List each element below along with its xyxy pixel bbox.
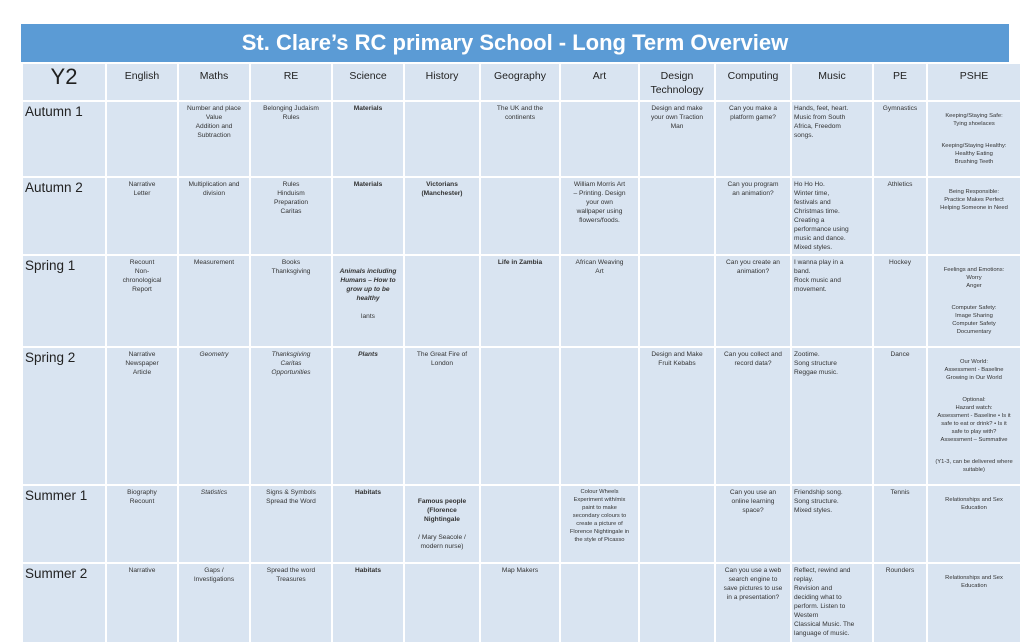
science-cell: Habitats: [333, 564, 403, 642]
art-cell: Colour Wheels Experiment with/mix paint to make secondary colours to create a picture of Florence Nightingale in the style of Picasso: [561, 486, 638, 562]
re-cell: Spread the word Treasures: [251, 564, 331, 642]
pshe-text: Computer Safety: Image Sharing Computer Safety Documentary: [951, 305, 997, 335]
history-cell: [405, 102, 479, 176]
geography-cell: [481, 348, 559, 484]
dt-cell: [640, 256, 714, 346]
music-cell: Reflect, rewind and replay. Revision and deciding what to perform. Listen to Western Classical Music. The language of music.: [792, 564, 872, 642]
re-cell: Thanksgiving Caritas Opportunities: [251, 348, 331, 484]
re-cell: Signs & Symbols Spread the Word: [251, 486, 331, 562]
history-text: Famous people (Florence Nightingale: [417, 498, 467, 523]
term-label: Autumn 1: [23, 102, 105, 176]
science-cell: [333, 256, 403, 346]
science-cell: Materials: [333, 102, 403, 176]
history-cell: [405, 486, 479, 562]
table-row: [23, 178, 1020, 254]
dt-cell: Design and make your own Traction Man: [640, 102, 714, 176]
english-cell: Narrative: [107, 564, 177, 642]
pshe-cell: [928, 348, 1020, 484]
geography-cell: Life in Zambia: [481, 256, 559, 346]
pshe-text: Keeping/Staying Healthy: Healthy Eating Brushing Teeth: [941, 143, 1007, 165]
term-label: Spring 1: [23, 256, 105, 346]
pshe-cell: [928, 486, 1020, 562]
pshe-text: Our World: Assessment - Baseline Growing in Our World: [944, 359, 1004, 381]
history-text: / Mary Seacole / modern nurse): [418, 534, 466, 550]
subject-header: Art: [561, 64, 638, 100]
re-cell: Rules Hinduism Preparation Caritas: [251, 178, 331, 254]
art-cell: [561, 348, 638, 484]
pe-cell: Hockey: [874, 256, 926, 346]
dt-cell: [640, 486, 714, 562]
history-cell: Victorians (Manchester): [405, 178, 479, 254]
subject-header: Music: [792, 64, 872, 100]
pshe-text: Feelings and Emotions: Worry Anger: [943, 267, 1005, 289]
art-cell: [561, 102, 638, 176]
table-row: [23, 348, 1020, 484]
art-cell: William Morris Art – Printing. Design your own wallpaper using flowers/foods.: [561, 178, 638, 254]
science-cell: Habitats: [333, 486, 403, 562]
term-label: Spring 2: [23, 348, 105, 484]
science-text: Animals including Humans – How to grow up to be healthy: [339, 268, 397, 302]
art-cell: African Weaving Art: [561, 256, 638, 346]
computing-cell: Can you collect and record data?: [716, 348, 790, 484]
pe-cell: Rounders: [874, 564, 926, 642]
dt-cell: Design and Make Fruit Kebabs: [640, 348, 714, 484]
pshe-text: Relationships and Sex Education: [945, 575, 1003, 589]
geography-cell: The UK and the continents: [481, 102, 559, 176]
geography-cell: Map Makers: [481, 564, 559, 642]
music-cell: Zootime. Song structure Reggae music.: [792, 348, 872, 484]
re-cell: Books Thanksgiving: [251, 256, 331, 346]
pe-cell: Athletics: [874, 178, 926, 254]
term-label: Summer 2: [23, 564, 105, 642]
science-cell: Plants: [333, 348, 403, 484]
pshe-cell: [928, 178, 1020, 254]
music-cell: Hands, feet, heart. Music from South Africa, Freedom songs.: [792, 102, 872, 176]
year-label: Y2: [23, 64, 105, 100]
science-cell: Materials: [333, 178, 403, 254]
maths-cell: Statistics: [179, 486, 249, 562]
english-cell: Narrative Newspaper Article: [107, 348, 177, 484]
term-label: Autumn 2: [23, 178, 105, 254]
computing-cell: Can you use a web search engine to save pictures to use in a presentation?: [716, 564, 790, 642]
subject-header: RE: [251, 64, 331, 100]
music-cell: I wanna play in a band. Rock music and movement.: [792, 256, 872, 346]
maths-cell: Gaps / Investigations: [179, 564, 249, 642]
pshe-cell: [928, 256, 1020, 346]
maths-cell: Measurement: [179, 256, 249, 346]
pshe-cell: [928, 102, 1020, 176]
table-row: [23, 486, 1020, 562]
header-row: [23, 64, 1020, 100]
geography-cell: [481, 486, 559, 562]
pe-cell: Gymnastics: [874, 102, 926, 176]
computing-cell: Can you make a platform game?: [716, 102, 790, 176]
subject-header: Computing: [716, 64, 790, 100]
history-cell: The Great Fire of London: [405, 348, 479, 484]
computing-cell: Can you use an online learning space?: [716, 486, 790, 562]
english-cell: Biography Recount: [107, 486, 177, 562]
subject-header: Design Technology: [640, 64, 714, 100]
pe-cell: Dance: [874, 348, 926, 484]
subject-header: Geography: [481, 64, 559, 100]
geography-cell: [481, 178, 559, 254]
table-row: [23, 102, 1020, 176]
computing-cell: Can you program an animation?: [716, 178, 790, 254]
pshe-text: (Y1-3, can be delivered where suitable): [935, 459, 1013, 473]
subject-header: PE: [874, 64, 926, 100]
history-cell: [405, 256, 479, 346]
pshe-text: Relationships and Sex Education: [945, 497, 1003, 511]
re-cell: Belonging Judaism Rules: [251, 102, 331, 176]
english-cell: Recount Non- chronological Report: [107, 256, 177, 346]
subject-header: History: [405, 64, 479, 100]
maths-cell: Number and place Value Addition and Subtraction: [179, 102, 249, 176]
overview-table: [21, 62, 1022, 644]
computing-cell: Can you create an animation?: [716, 256, 790, 346]
english-cell: [107, 102, 177, 176]
page-title: St. Clare’s RC primary School - Long Term Overview: [21, 24, 1009, 62]
subject-header: Maths: [179, 64, 249, 100]
maths-cell: Geometry: [179, 348, 249, 484]
pshe-text: Optional: Hazard watch: Assessment - Baseline • Is it safe to eat or drink? • Is it safe to play with? Assessment – Summative: [937, 397, 1011, 443]
english-cell: Narrative Letter: [107, 178, 177, 254]
pshe-text: Being Responsible: Practice Makes Perfect Helping Someone in Need: [940, 189, 1008, 211]
subject-header: Science: [333, 64, 403, 100]
subject-header: English: [107, 64, 177, 100]
subject-header: PSHE: [928, 64, 1020, 100]
science-text: lants: [361, 313, 375, 320]
music-cell: Ho Ho Ho. Winter time, festivals and Christmas time. Creating a performance using music and dance. Mixed styles.: [792, 178, 872, 254]
term-label: Summer 1: [23, 486, 105, 562]
dt-cell: [640, 178, 714, 254]
maths-cell: Multiplication and division: [179, 178, 249, 254]
music-cell: Friendship song. Song structure. Mixed styles.: [792, 486, 872, 562]
table-row: [23, 256, 1020, 346]
pshe-text: Keeping/Staying Safe: Tying shoelaces: [945, 113, 1003, 127]
pe-cell: Tennis: [874, 486, 926, 562]
